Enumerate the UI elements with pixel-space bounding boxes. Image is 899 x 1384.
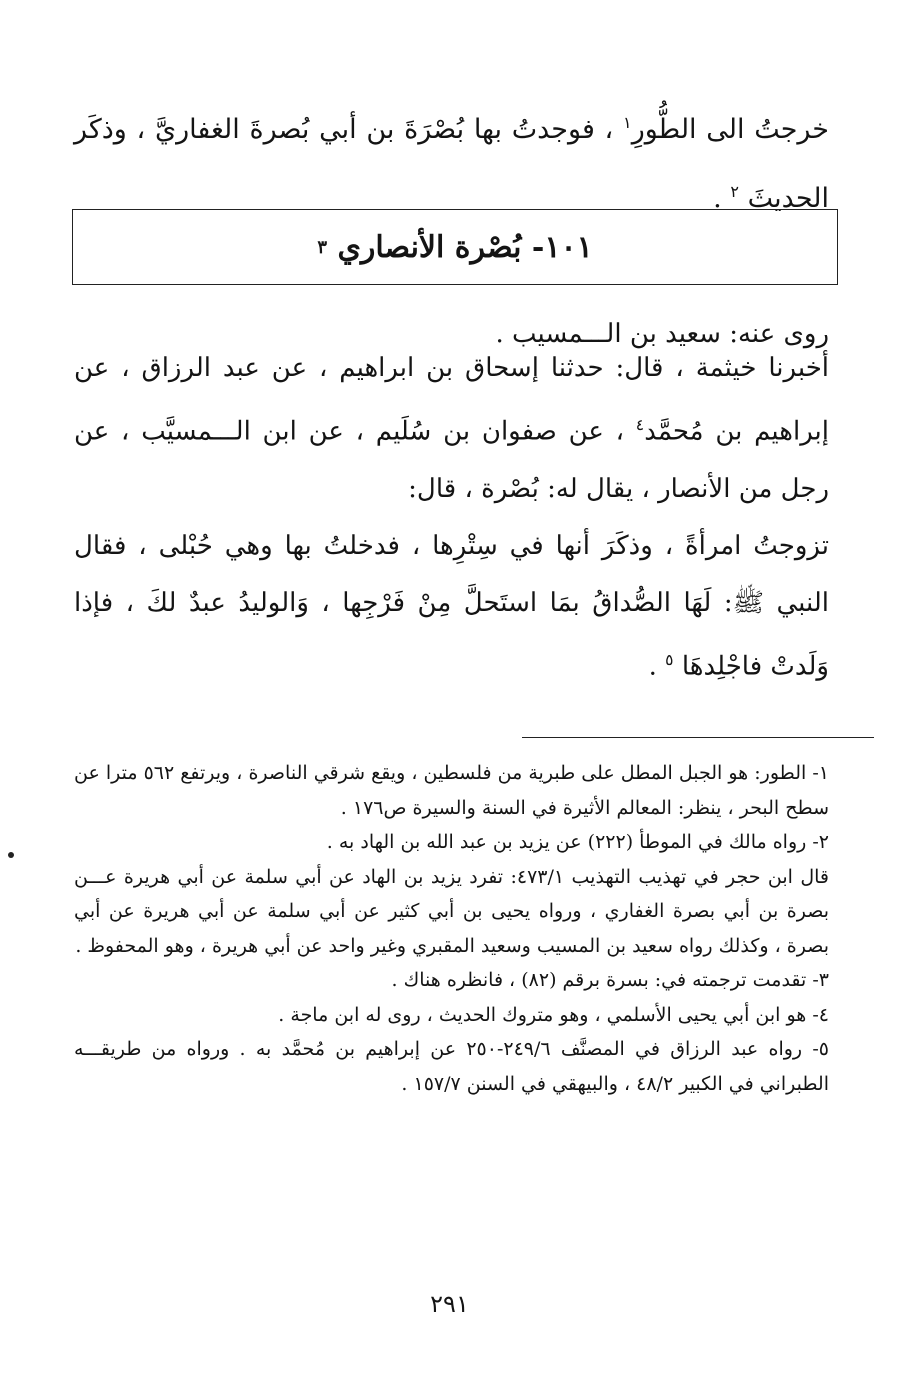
- footnotes: [74, 756, 829, 1101]
- footnote-1: ١- الطور: هو الجبل المطل على طبرية من فلسطين ، ويقع شرقي الناصرة ، ويرتفع ٥٦٢ مترا عن سطح البحر ، ينظر: المعالم الأثيرة في السنة والسيرة ص١٧٦ .: [74, 762, 829, 819]
- footnote-2: ٢- رواه مالك في الموطأ (٢٢٢) عن يزيد بن عبد الله بن الهاد به .: [326, 831, 829, 853]
- scan-dot: [8, 852, 14, 858]
- isnad-part1: أخبرنا خيثمة ، قال: حدثنا إسحاق بن ابراهيم ، عن عبد الرزاق ، عن إبراهيم بن مُحمَّد: [74, 353, 830, 447]
- footnote-ref-3: ٣: [317, 236, 327, 258]
- footnote-4: ٤- هو ابن أبي يحيى الأسلمي ، وهو متروك الحديث ، روى له ابن ماجة .: [278, 1003, 829, 1026]
- footnote-5: ٥- رواه عبد الرزاق في المصنَّف ٢٤٩/٦-٢٥٠ عن إبراهيم بن مُحمَّد به . ورواه من طريقـــه الطبراني في الكبير ٤٨/٢ ، والبيهقي في السنن ١٥٧/٧ .: [74, 1038, 829, 1095]
- intro-line1b: ، فوجدتُ بها بُصْرَةَ بن أبي بُصرةَ الغفاريَّ ، وذكَر الحديثَ: [74, 114, 829, 214]
- footnote-ref-2: ٢: [730, 182, 740, 201]
- footnote-3: ٣- تقدمت ترجمته في: بسرة برقم (٨٢) ، فانظره هناك .: [391, 969, 829, 991]
- page-number: ٢٩١: [430, 1290, 469, 1318]
- intro-end: .: [713, 183, 731, 214]
- isnad-paragraph: [74, 340, 829, 518]
- footnote-ref-4: ٤: [635, 416, 645, 434]
- matn-end: .: [648, 651, 666, 682]
- matn-paragraph: [74, 518, 829, 696]
- footnote-separator: [522, 737, 874, 738]
- footnote-ref-1: ١: [622, 113, 632, 132]
- footnote-2-commentary: قال ابن حجر في تهذيب التهذيب ٤٧٣/١: تفرد يزيد بن الهاد عن أبي سلمة عن أبي هريرة عـــن بصرة بن أبي بصرة الغفاري ، ورواه يحيى بن أبي كثير عن أبي سلمة عن أبي هريرة عن أبي بصرة ، وكذلك رواه سعيد بن المسيب وسعيد المقبري وغير واحد عن أبي هريرة ، وهو المحفوظ .: [74, 865, 830, 957]
- section-heading: ١٠١- بُصْرة الأنصاري: [337, 229, 593, 265]
- intro-line1: خرجتُ الى الطُّورِ: [631, 114, 829, 145]
- isnad-part2: ، عن صفوان بن سُلَيم ، عن ابن الـــمسيَّب ، عن رجل من الأنصار ، يقال له: بُصْرة ، قال:: [74, 416, 829, 504]
- narrators-text: روى عنه: سعيد بن الـــمسيب .: [495, 319, 829, 349]
- footnote-ref-5: ٥: [665, 650, 674, 669]
- matn-part1: تزوجتُ امرأةً ، وذكَرَ أنها في سِتْرِها ، فدخلتُ بها وهي حُبْلى ، فقال النبي ﷺ: لَهَا الصُّداقُ بمَا استَحلَّ مِنْ فَرْجِها ، وَالوليدُ عبدٌ لكَ ، فإذا وَلَدتْ فاجْلِدهَا: [74, 530, 829, 682]
- hadith-body: [74, 340, 829, 695]
- section-heading-box: [72, 209, 838, 285]
